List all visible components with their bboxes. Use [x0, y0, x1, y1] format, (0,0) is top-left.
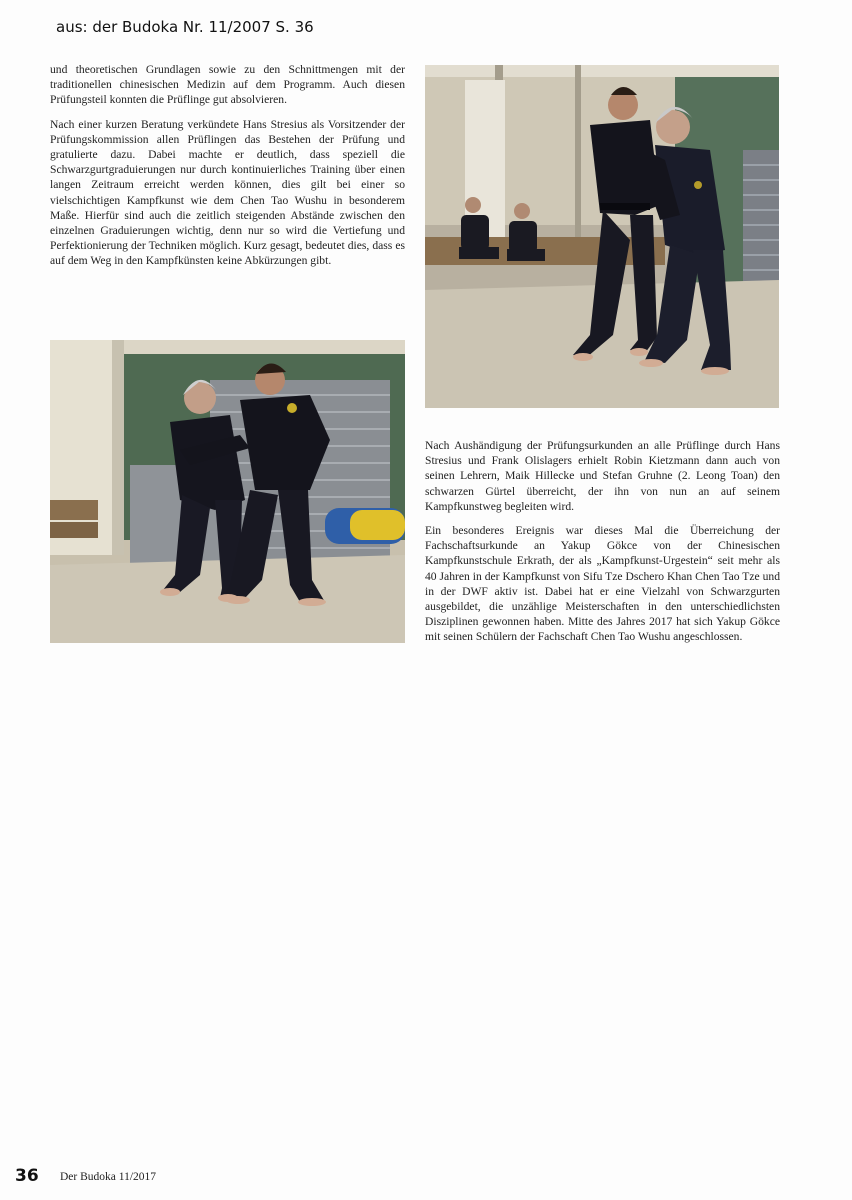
paragraph: Nach einer kurzen Beratung verkündete Hans Stresius als Vorsitzender der Prüfungskommission allen Prüflingen das Bestehen der Prüfung und gratulierte dazu. Dabei machte er deutlich, dass speziell die Schwarzgurtgraduierungen nur durch kontinuierliches Training über einen langen Zeitraum erreicht werden können, dies gilt bei einer so vielschichtigen Kampfkunst wie dem Chen Tao Wushu in besonderem Maße. Hierfür sind auch die zeitlich steigenden Abstände zwischen den einzelnen Graduierungen wichtig, denn nur so wird die Vertiefung und Perfektionierung der Techniken möglich. Kurz gesagt, bedeutet dies, dass es auf dem Weg in den Kampfkünsten keine Abkürzungen gibt. — [50, 117, 405, 268]
paragraph: Ein besonderes Ereignis war dieses Mal die Überreichung der Fachschaftsurkunde an Yakup Gökce von der Chinesischen Kampfkunstschule Erkrath, der als „Kampfkunst-Urgestein“ seit mehr als 40 Jahren in der Kampfkunst von Sifu Tze Dschero Khan Chen Tao Tze und in der DWF aktiv ist. Dabei hat er eine Vielzahl von Schwarzgurten ausgebildet, die unzählige Meisterschaften in den unterschiedlichsten Disziplinen gewonnen haben. Mitte des Jahres 2017 hat sich Yakup Gökce mit seinen Schülern der Fachschaft Chen Tao Wushu angeschlossen. — [425, 524, 780, 644]
paragraph: und theoretischen Grundlagen sowie zu den Schnittmengen mit der traditionellen chinesischen Medizin auf dem Programm. Auch diesen Prüfungsteil konnten die Prüflinge gut absolvieren. — [50, 63, 405, 107]
magazine-footer: Der Budoka 11/2017 — [60, 1171, 157, 1183]
source-note: aus: der Budoka Nr. 11/2007 S. 36 — [56, 18, 314, 36]
photo-grappling-demonstration — [425, 65, 779, 408]
left-text-column — [50, 62, 405, 278]
photo-technique-demonstration — [50, 340, 405, 643]
paragraph: Nach Aushändigung der Prüfungsurkunden an alle Prüflinge durch Hans Stresius und Frank Olislagers erhielt Robin Kietzmann dann auch von seinen Lehrern, Maik Hillecke und Stefan Gruhne (2. Leong Toan) den schwarzen Gürtel überreicht, der ihn von nun an auf seinem Kampfkunstweg begleiten wird. — [425, 439, 780, 513]
right-text-column — [425, 438, 780, 654]
page-number: 36 — [15, 1166, 39, 1186]
